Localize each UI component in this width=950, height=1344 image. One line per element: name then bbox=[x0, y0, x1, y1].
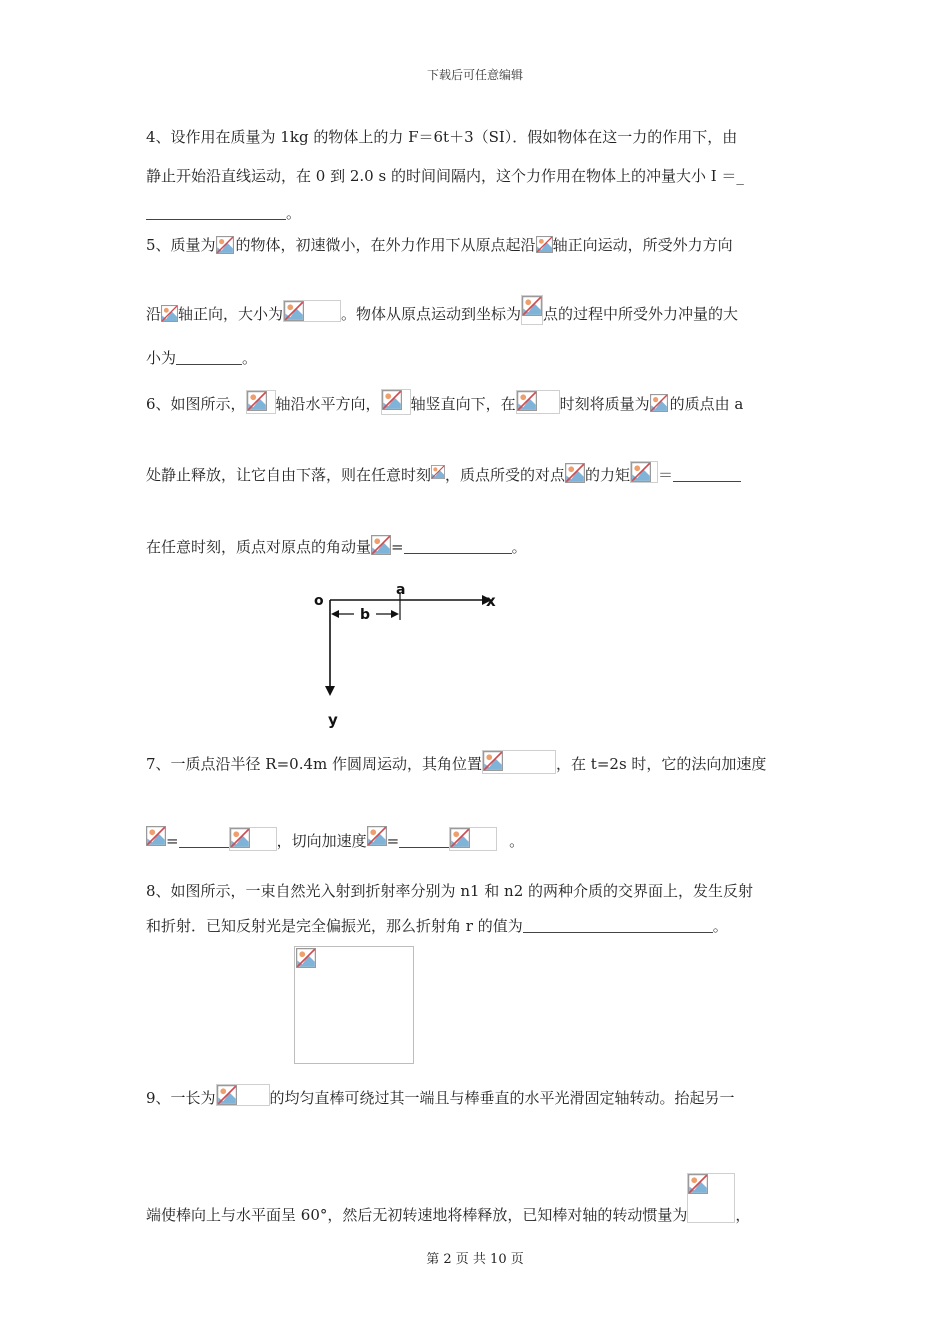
q9-text: ， bbox=[735, 1206, 751, 1224]
b-arrow-left-icon bbox=[331, 610, 339, 618]
broken-image-icon bbox=[521, 295, 543, 325]
q6-text: 轴竖直向下，在 bbox=[410, 395, 516, 413]
broken-image-icon bbox=[146, 826, 166, 852]
q6-line-2 bbox=[146, 461, 741, 485]
q5-text: 5、质量为 bbox=[146, 236, 216, 254]
q6-text: ，质点所受的对点 bbox=[445, 466, 566, 484]
q8-line-1: 8、如图所示，一束自然光入射到折射率分别为 n1 和 n2 的两种介质的交界面上，发生反射 bbox=[146, 882, 754, 900]
q5-line-1 bbox=[146, 235, 733, 255]
q5-line-3 bbox=[146, 348, 257, 368]
broken-image-icon bbox=[630, 461, 658, 483]
q4-line-3 bbox=[146, 203, 301, 223]
distance-b-label: b bbox=[360, 607, 371, 623]
broken-image-icon bbox=[687, 1173, 735, 1223]
q7-text: ，切向加速度 bbox=[276, 832, 367, 850]
q7-line-2 bbox=[146, 826, 524, 852]
origin-label: o bbox=[314, 593, 324, 609]
q6-text: 6、如图所示， bbox=[146, 395, 246, 413]
broken-image-icon bbox=[536, 236, 553, 253]
y-axis-label: y bbox=[328, 711, 338, 729]
b-arrow-right-icon bbox=[391, 610, 399, 618]
q7-text: 7、一质点沿半径 R=0.4m 作圆周运动，其角位置 bbox=[146, 755, 483, 773]
point-a-label: a bbox=[396, 582, 406, 598]
broken-image-icon bbox=[371, 535, 391, 555]
broken-image-icon bbox=[296, 948, 316, 968]
q9-line-2 bbox=[146, 1173, 750, 1225]
q8-text: 。 bbox=[712, 917, 728, 935]
q6-text: = bbox=[391, 538, 404, 556]
page-footer: 第 2 页 共 10 页 bbox=[426, 1252, 524, 1267]
answer-blank bbox=[179, 847, 229, 848]
broken-image-icon bbox=[216, 236, 236, 253]
broken-image-icon bbox=[381, 389, 411, 415]
q8-text: 和折射．已知反射光是完全偏振光，那么折射角 r 的值为 bbox=[146, 917, 523, 935]
q5-text: 沿 bbox=[146, 305, 162, 323]
answer-blank bbox=[176, 364, 242, 365]
broken-image-icon bbox=[650, 394, 670, 412]
broken-image-icon bbox=[565, 463, 585, 483]
broken-image-icon bbox=[449, 827, 497, 851]
q6-text: 的力矩 bbox=[585, 466, 631, 484]
q9-text: 端使棒向上与水平面呈 60°，然后无初转速地将棒释放，已知棒对轴的转动惯量为 bbox=[146, 1206, 688, 1224]
broken-image-icon bbox=[161, 305, 178, 322]
q6-line-1 bbox=[146, 389, 743, 415]
q7-text: = bbox=[386, 832, 400, 850]
q7-text: = bbox=[166, 832, 179, 850]
q7-text: ，在 t=2s 时，它的法向加速度 bbox=[556, 755, 767, 773]
page-header: 下载后可任意编辑 bbox=[426, 68, 523, 82]
q6-text: 处静止释放，让它自由下落，则在任意时刻 bbox=[146, 466, 432, 484]
broken-image-icon bbox=[516, 390, 560, 414]
broken-image-icon bbox=[283, 300, 341, 322]
q6-text: 时刻将质量为 bbox=[559, 395, 650, 413]
broken-image-icon bbox=[367, 826, 387, 852]
q5-text: 的物体，初速微小，在外力作用下从原点起沿 bbox=[235, 236, 536, 254]
q4-line-1: 4、设作用在质量为 1kg 的物体上的力 F＝6t＋3（SI）．假如物体在这一力的作用下，由 bbox=[146, 128, 738, 146]
broken-image-icon bbox=[216, 1084, 270, 1106]
refraction-figure-placeholder bbox=[294, 946, 414, 1064]
q6-line-3 bbox=[146, 535, 527, 557]
q6-text: 轴沿水平方向， bbox=[275, 395, 381, 413]
q8-line-2 bbox=[146, 916, 728, 936]
q5-text: 。 bbox=[242, 349, 258, 367]
q5-text: 点的过程中所受外力冲量的大 bbox=[543, 305, 739, 323]
answer-blank bbox=[146, 219, 286, 220]
q4-period: 。 bbox=[286, 204, 302, 222]
q5-text: 轴正向，大小为 bbox=[178, 305, 284, 323]
q9-text: 9、一长为 bbox=[146, 1089, 216, 1107]
x-axis-label: x bbox=[486, 592, 496, 610]
broken-image-icon bbox=[482, 750, 556, 774]
y-axis-arrow-icon bbox=[325, 686, 335, 696]
answer-blank bbox=[404, 553, 512, 554]
broken-image-icon bbox=[229, 827, 277, 851]
q6-text: 的质点由 a bbox=[669, 395, 744, 413]
q7-text: 。 bbox=[509, 832, 525, 850]
q5-text: 轴正向运动，所受外力方向 bbox=[552, 236, 733, 254]
q9-line-1 bbox=[146, 1084, 735, 1108]
q6-text: ＝ bbox=[658, 466, 674, 484]
q6-text: 在任意时刻，质点对原点的角动量 bbox=[146, 538, 372, 556]
answer-blank bbox=[523, 932, 713, 933]
q4-line-2: 静止开始沿直线运动，在 0 到 2.0 s 的时间间隔内，这个力作用在物体上的冲量大小 I ＝_ bbox=[146, 167, 744, 185]
q5-text: 。物体从原点运动到坐标为 bbox=[341, 305, 522, 323]
q9-text: 的均匀直棒可绕过其一端且与棒垂直的水平光滑固定轴转动。抬起另一 bbox=[269, 1089, 735, 1107]
answer-blank bbox=[673, 481, 741, 482]
q5-text: 小为 bbox=[146, 349, 177, 367]
q6-text: 。 bbox=[511, 538, 527, 556]
broken-image-icon bbox=[246, 390, 276, 414]
q5-line-2 bbox=[146, 295, 738, 325]
q7-line-1 bbox=[146, 750, 766, 774]
broken-image-icon bbox=[431, 465, 445, 483]
answer-blank bbox=[399, 847, 449, 848]
axes-diagram bbox=[300, 580, 510, 730]
